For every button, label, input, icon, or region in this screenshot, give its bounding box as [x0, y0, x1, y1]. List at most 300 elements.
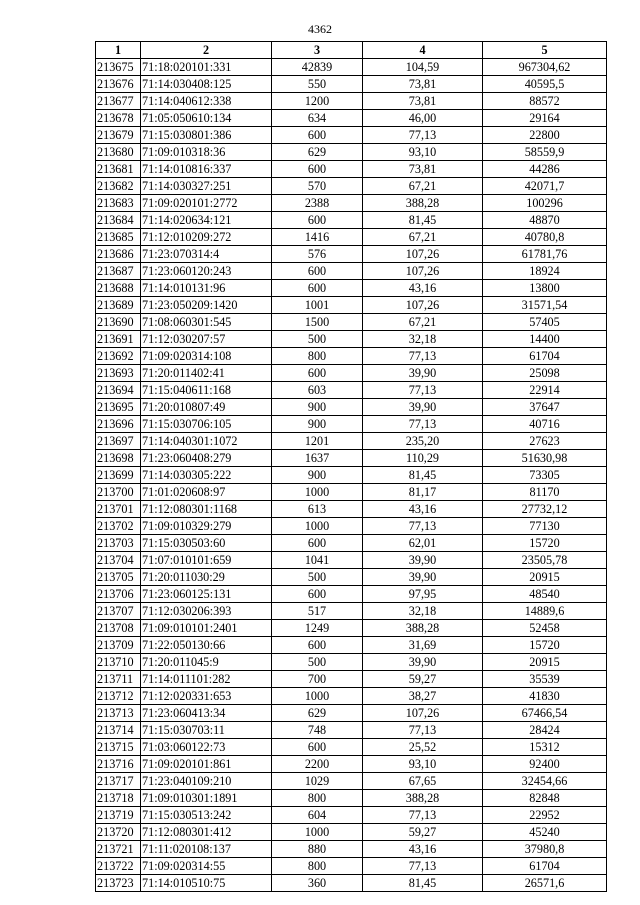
- cell-area: 613: [272, 501, 363, 518]
- cell-rate: 81,45: [363, 875, 483, 892]
- cell-id: 213693: [96, 365, 141, 382]
- cell-area: 1001: [272, 297, 363, 314]
- cell-id: 213722: [96, 858, 141, 875]
- table-row: [96, 382, 607, 399]
- table-row: [96, 518, 607, 535]
- cell-area: 500: [272, 654, 363, 671]
- cell-value: 22914: [483, 382, 607, 399]
- table-row: [96, 603, 607, 620]
- cell-id: 213695: [96, 399, 141, 416]
- cell-area: 1000: [272, 518, 363, 535]
- table-row: [96, 569, 607, 586]
- cell-rate: 77,13: [363, 807, 483, 824]
- cell-id: 213685: [96, 229, 141, 246]
- cell-rate: 107,26: [363, 246, 483, 263]
- cell-value: 27623: [483, 433, 607, 450]
- cell-rate: 73,81: [363, 93, 483, 110]
- table-row: [96, 365, 607, 382]
- cell-rate: 77,13: [363, 416, 483, 433]
- cell-id: 213721: [96, 841, 141, 858]
- cell-area: 604: [272, 807, 363, 824]
- cell-rate: 104,59: [363, 59, 483, 76]
- cell-value: 61781,76: [483, 246, 607, 263]
- cell-value: 27732,12: [483, 501, 607, 518]
- cell-id: 213688: [96, 280, 141, 297]
- cell-id: 213691: [96, 331, 141, 348]
- cell-id: 213702: [96, 518, 141, 535]
- cell-id: 213680: [96, 144, 141, 161]
- cell-cadastral-number: 71:12:080301:1168: [141, 501, 272, 518]
- cell-value: 40595,5: [483, 76, 607, 93]
- cell-area: 1200: [272, 93, 363, 110]
- cell-value: 40716: [483, 416, 607, 433]
- cell-area: 800: [272, 348, 363, 365]
- cell-id: 213687: [96, 263, 141, 280]
- cell-value: 52458: [483, 620, 607, 637]
- table-row: [96, 93, 607, 110]
- cell-area: 1000: [272, 824, 363, 841]
- cell-rate: 39,90: [363, 399, 483, 416]
- cell-id: 213713: [96, 705, 141, 722]
- cell-cadastral-number: 71:14:010510:75: [141, 875, 272, 892]
- cell-cadastral-number: 71:14:030408:125: [141, 76, 272, 93]
- table-row: [96, 314, 607, 331]
- table-row: [96, 161, 607, 178]
- table-row: [96, 841, 607, 858]
- cell-rate: 25,52: [363, 739, 483, 756]
- cell-cadastral-number: 71:14:030327:251: [141, 178, 272, 195]
- cell-area: 900: [272, 416, 363, 433]
- cell-value: 25098: [483, 365, 607, 382]
- cell-rate: 235,20: [363, 433, 483, 450]
- cell-area: 600: [272, 127, 363, 144]
- cell-rate: 77,13: [363, 348, 483, 365]
- table-row: [96, 348, 607, 365]
- cell-area: 1500: [272, 314, 363, 331]
- cell-area: 900: [272, 399, 363, 416]
- table-row: [96, 59, 607, 76]
- column-header-5: 5: [483, 42, 607, 59]
- table-row: [96, 824, 607, 841]
- cell-id: 213678: [96, 110, 141, 127]
- table-row: [96, 110, 607, 127]
- cell-rate: 388,28: [363, 790, 483, 807]
- column-header-4: 4: [363, 42, 483, 59]
- cell-id: 213706: [96, 586, 141, 603]
- cell-cadastral-number: 71:14:030305:222: [141, 467, 272, 484]
- cell-value: 37647: [483, 399, 607, 416]
- cell-rate: 62,01: [363, 535, 483, 552]
- page-number: 4362: [308, 22, 332, 36]
- cell-id: 213690: [96, 314, 141, 331]
- cell-id: 213709: [96, 637, 141, 654]
- cell-cadastral-number: 71:12:030206:393: [141, 603, 272, 620]
- table-row: [96, 501, 607, 518]
- cell-id: 213723: [96, 875, 141, 892]
- cell-area: 629: [272, 144, 363, 161]
- cell-id: 213703: [96, 535, 141, 552]
- cell-value: 61704: [483, 858, 607, 875]
- cell-cadastral-number: 71:15:030706:105: [141, 416, 272, 433]
- cell-value: 20915: [483, 654, 607, 671]
- cell-rate: 77,13: [363, 518, 483, 535]
- cell-value: 31571,54: [483, 297, 607, 314]
- cell-area: 634: [272, 110, 363, 127]
- cell-area: 1000: [272, 688, 363, 705]
- cell-id: 213683: [96, 195, 141, 212]
- cell-rate: 107,26: [363, 297, 483, 314]
- cell-id: 213689: [96, 297, 141, 314]
- cell-cadastral-number: 71:14:010131:96: [141, 280, 272, 297]
- table-body: [96, 59, 607, 892]
- cell-cadastral-number: 71:07:010101:659: [141, 552, 272, 569]
- cell-cadastral-number: 71:08:060301:545: [141, 314, 272, 331]
- cell-area: 1029: [272, 773, 363, 790]
- cell-area: 1637: [272, 450, 363, 467]
- cell-value: 26571,6: [483, 875, 607, 892]
- cell-area: 880: [272, 841, 363, 858]
- cell-area: 600: [272, 263, 363, 280]
- cell-cadastral-number: 71:09:010301:1891: [141, 790, 272, 807]
- cell-id: 213698: [96, 450, 141, 467]
- cell-area: 700: [272, 671, 363, 688]
- cell-rate: 39,90: [363, 552, 483, 569]
- column-header-1: 1: [96, 42, 141, 59]
- cell-id: 213692: [96, 348, 141, 365]
- column-header-2: 2: [141, 42, 272, 59]
- cell-value: 61704: [483, 348, 607, 365]
- cell-area: 600: [272, 280, 363, 297]
- cell-cadastral-number: 71:23:050209:1420: [141, 297, 272, 314]
- cell-value: 45240: [483, 824, 607, 841]
- cell-rate: 32,18: [363, 603, 483, 620]
- cell-rate: 77,13: [363, 858, 483, 875]
- cell-cadastral-number: 71:18:020101:331: [141, 59, 272, 76]
- cell-cadastral-number: 71:15:030801:386: [141, 127, 272, 144]
- cell-area: 603: [272, 382, 363, 399]
- cell-id: 213694: [96, 382, 141, 399]
- cell-value: 15720: [483, 637, 607, 654]
- cell-area: 600: [272, 739, 363, 756]
- column-header-3: 3: [272, 42, 363, 59]
- cell-id: 213714: [96, 722, 141, 739]
- cell-area: 800: [272, 790, 363, 807]
- cell-value: 23505,78: [483, 552, 607, 569]
- cell-area: 1041: [272, 552, 363, 569]
- cell-area: 517: [272, 603, 363, 620]
- cell-value: 73305: [483, 467, 607, 484]
- cell-value: 48540: [483, 586, 607, 603]
- cell-rate: 107,26: [363, 705, 483, 722]
- table-row: [96, 229, 607, 246]
- cell-value: 18924: [483, 263, 607, 280]
- cell-area: 42839: [272, 59, 363, 76]
- cell-cadastral-number: 71:20:011402:41: [141, 365, 272, 382]
- table-row: [96, 875, 607, 892]
- cell-id: 213708: [96, 620, 141, 637]
- cell-cadastral-number: 71:12:030207:57: [141, 331, 272, 348]
- cell-area: 800: [272, 858, 363, 875]
- cell-rate: 110,29: [363, 450, 483, 467]
- table-row: [96, 195, 607, 212]
- table-row: [96, 637, 607, 654]
- cell-rate: 81,45: [363, 467, 483, 484]
- cell-area: 500: [272, 331, 363, 348]
- cell-id: 213701: [96, 501, 141, 518]
- cell-id: 213718: [96, 790, 141, 807]
- cell-area: 500: [272, 569, 363, 586]
- cell-cadastral-number: 71:20:011045:9: [141, 654, 272, 671]
- cell-rate: 77,13: [363, 382, 483, 399]
- cell-rate: 43,16: [363, 841, 483, 858]
- cell-rate: 67,21: [363, 229, 483, 246]
- cell-rate: 77,13: [363, 722, 483, 739]
- cell-rate: 39,90: [363, 365, 483, 382]
- cell-id: 213699: [96, 467, 141, 484]
- cell-rate: 39,90: [363, 569, 483, 586]
- cell-value: 77130: [483, 518, 607, 535]
- cell-rate: 38,27: [363, 688, 483, 705]
- cell-area: 570: [272, 178, 363, 195]
- cell-value: 15720: [483, 535, 607, 552]
- cell-area: 2388: [272, 195, 363, 212]
- cell-id: 213679: [96, 127, 141, 144]
- cell-cadastral-number: 71:01:020608:97: [141, 484, 272, 501]
- cell-id: 213715: [96, 739, 141, 756]
- cell-value: 57405: [483, 314, 607, 331]
- cell-value: 37980,8: [483, 841, 607, 858]
- cell-value: 20915: [483, 569, 607, 586]
- cell-value: 967304,62: [483, 59, 607, 76]
- table-row: [96, 399, 607, 416]
- cell-area: 600: [272, 365, 363, 382]
- cell-value: 42071,7: [483, 178, 607, 195]
- cell-value: 14889,6: [483, 603, 607, 620]
- cell-area: 600: [272, 161, 363, 178]
- cell-value: 82848: [483, 790, 607, 807]
- table-row: [96, 671, 607, 688]
- cell-value: 22800: [483, 127, 607, 144]
- cell-rate: 81,45: [363, 212, 483, 229]
- cell-cadastral-number: 71:15:040611:168: [141, 382, 272, 399]
- cell-cadastral-number: 71:15:030513:242: [141, 807, 272, 824]
- cell-rate: 32,18: [363, 331, 483, 348]
- cell-cadastral-number: 71:23:060413:34: [141, 705, 272, 722]
- cell-rate: 388,28: [363, 620, 483, 637]
- cell-value: 88572: [483, 93, 607, 110]
- cell-id: 213705: [96, 569, 141, 586]
- cell-rate: 59,27: [363, 824, 483, 841]
- table-row: [96, 654, 607, 671]
- cell-id: 213681: [96, 161, 141, 178]
- cell-area: 600: [272, 535, 363, 552]
- cell-rate: 77,13: [363, 127, 483, 144]
- cell-rate: 67,65: [363, 773, 483, 790]
- cell-id: 213697: [96, 433, 141, 450]
- cell-area: 1201: [272, 433, 363, 450]
- table-row: [96, 127, 607, 144]
- cell-area: 900: [272, 467, 363, 484]
- cell-cadastral-number: 71:12:010209:272: [141, 229, 272, 246]
- cell-value: 14400: [483, 331, 607, 348]
- table-row: [96, 739, 607, 756]
- cell-cadastral-number: 71:14:010816:337: [141, 161, 272, 178]
- table-row: [96, 212, 607, 229]
- table-row: [96, 858, 607, 875]
- table-row: [96, 246, 607, 263]
- cell-id: 213675: [96, 59, 141, 76]
- cell-area: 576: [272, 246, 363, 263]
- cell-cadastral-number: 71:09:010101:2401: [141, 620, 272, 637]
- table-row: [96, 722, 607, 739]
- cell-area: 600: [272, 586, 363, 603]
- cell-area: 2200: [272, 756, 363, 773]
- cell-area: 360: [272, 875, 363, 892]
- cell-cadastral-number: 71:23:070314:4: [141, 246, 272, 263]
- cell-area: 1000: [272, 484, 363, 501]
- cell-cadastral-number: 71:12:020331:653: [141, 688, 272, 705]
- cell-rate: 43,16: [363, 501, 483, 518]
- cell-id: 213716: [96, 756, 141, 773]
- cell-cadastral-number: 71:23:060408:279: [141, 450, 272, 467]
- cell-id: 213677: [96, 93, 141, 110]
- cell-rate: 107,26: [363, 263, 483, 280]
- cell-cadastral-number: 71:20:011030:29: [141, 569, 272, 586]
- cell-value: 29164: [483, 110, 607, 127]
- table-row: [96, 263, 607, 280]
- cell-rate: 67,21: [363, 314, 483, 331]
- cell-value: 28424: [483, 722, 607, 739]
- cell-rate: 46,00: [363, 110, 483, 127]
- cell-id: 213682: [96, 178, 141, 195]
- cell-cadastral-number: 71:14:040301:1072: [141, 433, 272, 450]
- cell-id: 213676: [96, 76, 141, 93]
- cell-cadastral-number: 71:23:060120:243: [141, 263, 272, 280]
- cell-cadastral-number: 71:03:060122:73: [141, 739, 272, 756]
- cell-value: 32454,66: [483, 773, 607, 790]
- cell-value: 15312: [483, 739, 607, 756]
- table-row: [96, 773, 607, 790]
- cell-cadastral-number: 71:14:040612:338: [141, 93, 272, 110]
- table-row: [96, 807, 607, 824]
- cell-rate: 97,95: [363, 586, 483, 603]
- cell-rate: 73,81: [363, 161, 483, 178]
- cell-id: 213717: [96, 773, 141, 790]
- cell-id: 213712: [96, 688, 141, 705]
- cell-value: 35539: [483, 671, 607, 688]
- table-header: [96, 42, 607, 59]
- table-row: [96, 433, 607, 450]
- cell-cadastral-number: 71:12:080301:412: [141, 824, 272, 841]
- table-row: [96, 331, 607, 348]
- cell-area: 600: [272, 212, 363, 229]
- cell-rate: 59,27: [363, 671, 483, 688]
- cell-area: 600: [272, 637, 363, 654]
- cell-rate: 39,90: [363, 654, 483, 671]
- table-row: [96, 467, 607, 484]
- cell-cadastral-number: 71:23:060125:131: [141, 586, 272, 603]
- table-row: [96, 416, 607, 433]
- table-row: [96, 297, 607, 314]
- table-row: [96, 280, 607, 297]
- cell-cadastral-number: 71:05:050610:134: [141, 110, 272, 127]
- cell-area: 1249: [272, 620, 363, 637]
- cell-value: 22952: [483, 807, 607, 824]
- table-row: [96, 450, 607, 467]
- table-row: [96, 144, 607, 161]
- table-row: [96, 790, 607, 807]
- table-row: [96, 688, 607, 705]
- cell-value: 44286: [483, 161, 607, 178]
- table-row: [96, 586, 607, 603]
- cell-cadastral-number: 71:09:020314:108: [141, 348, 272, 365]
- cell-cadastral-number: 71:09:020101:2772: [141, 195, 272, 212]
- cell-rate: 73,81: [363, 76, 483, 93]
- table-row: [96, 552, 607, 569]
- cell-cadastral-number: 71:09:020314:55: [141, 858, 272, 875]
- table-row: [96, 620, 607, 637]
- cell-cadastral-number: 71:09:010318:36: [141, 144, 272, 161]
- cell-value: 13800: [483, 280, 607, 297]
- table-row: [96, 76, 607, 93]
- cell-cadastral-number: 71:15:030503:60: [141, 535, 272, 552]
- cell-rate: 81,17: [363, 484, 483, 501]
- cell-id: 213720: [96, 824, 141, 841]
- cell-value: 92400: [483, 756, 607, 773]
- cell-cadastral-number: 71:09:020101:861: [141, 756, 272, 773]
- cell-rate: 43,16: [363, 280, 483, 297]
- data-table: [95, 41, 607, 892]
- cell-id: 213704: [96, 552, 141, 569]
- cell-cadastral-number: 71:22:050130:66: [141, 637, 272, 654]
- table-row: [96, 484, 607, 501]
- cell-value: 41830: [483, 688, 607, 705]
- cell-rate: 67,21: [363, 178, 483, 195]
- cell-area: 748: [272, 722, 363, 739]
- cell-rate: 388,28: [363, 195, 483, 212]
- cell-id: 213684: [96, 212, 141, 229]
- cell-rate: 93,10: [363, 144, 483, 161]
- cell-id: 213710: [96, 654, 141, 671]
- cell-value: 40780,8: [483, 229, 607, 246]
- cell-id: 213700: [96, 484, 141, 501]
- cell-value: 100296: [483, 195, 607, 212]
- cell-id: 213719: [96, 807, 141, 824]
- cell-cadastral-number: 71:14:011101:282: [141, 671, 272, 688]
- table-row: [96, 535, 607, 552]
- cell-id: 213711: [96, 671, 141, 688]
- cell-rate: 93,10: [363, 756, 483, 773]
- cell-rate: 31,69: [363, 637, 483, 654]
- cell-value: 58559,9: [483, 144, 607, 161]
- cell-cadastral-number: 71:11:020108:137: [141, 841, 272, 858]
- table-row: [96, 705, 607, 722]
- table-row: [96, 178, 607, 195]
- cell-cadastral-number: 71:09:010329:279: [141, 518, 272, 535]
- cell-id: 213707: [96, 603, 141, 620]
- cell-area: 629: [272, 705, 363, 722]
- cell-area: 550: [272, 76, 363, 93]
- cell-cadastral-number: 71:20:010807:49: [141, 399, 272, 416]
- cell-id: 213696: [96, 416, 141, 433]
- cell-value: 51630,98: [483, 450, 607, 467]
- cell-cadastral-number: 71:23:040109:210: [141, 773, 272, 790]
- cell-id: 213686: [96, 246, 141, 263]
- cell-cadastral-number: 71:15:030703:11: [141, 722, 272, 739]
- cell-value: 67466,54: [483, 705, 607, 722]
- table-row: [96, 756, 607, 773]
- header-row: [96, 42, 607, 59]
